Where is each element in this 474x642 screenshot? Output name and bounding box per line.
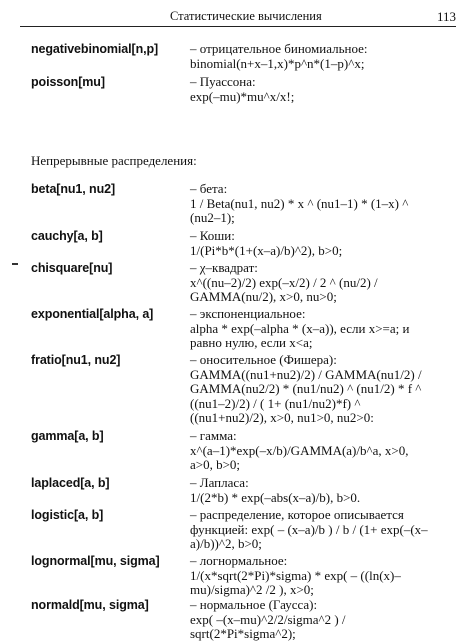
desc-line: 1/(Pi*b*(1+(x–a)/b)^2), b>0;: [190, 242, 343, 258]
function-name: exponential[alpha, a]: [31, 307, 154, 321]
function-description: [190, 353, 460, 426]
function-description: [190, 476, 460, 505]
function-name: poisson[mu]: [31, 75, 105, 89]
desc-line: – оносительное (Фишера):: [190, 352, 337, 367]
running-title: Статистические вычисления: [170, 9, 322, 23]
desc-line: – Лапласа:: [190, 475, 249, 490]
section-heading: Непрерывные распределения:: [31, 153, 197, 168]
function-name: cauchy[a, b]: [31, 229, 103, 243]
desc-line: функцией: exp( – (x–a)/b ) / b / (1+ exp(–(x–: [190, 521, 428, 537]
page-header: [20, 9, 456, 25]
desc-line: x^((nu–2)/2) exp(–x/2) / 2 ^ (nu/2) /: [190, 274, 378, 290]
function-name: fratio[nu1, nu2]: [31, 353, 121, 367]
desc-line: x^(a–1)*exp(–x/b)/GAMMA(a)/b^a, x>0,: [190, 442, 409, 458]
desc-line: (nu2–1);: [190, 210, 235, 226]
page-number: 113: [436, 9, 456, 24]
function-description: [190, 229, 460, 258]
desc-line: exp( –(x–mu)^2/2/sigma^2 ) /: [190, 611, 346, 627]
desc-line: GAMMA(nu/2), x>0, nu>0;: [190, 289, 337, 305]
function-name: normald[mu, sigma]: [31, 598, 149, 612]
desc-line: a)/b))^2, b>0;: [190, 536, 262, 552]
function-description: [190, 75, 460, 104]
function-name: chisquare[nu]: [31, 261, 113, 275]
desc-line: ((nu1–2)/2) / ( 1+ (nu1/nu2)*f) ^: [190, 395, 361, 411]
desc-line: GAMMA((nu1+nu2)/2) / GAMMA(nu1/2) /: [190, 366, 422, 382]
desc-line: GAMMA(nu2/2) * (nu1/nu2) ^ (nu1/2) * f ^: [190, 381, 422, 397]
function-description: [190, 261, 460, 305]
desc-line: – логнормальное:: [190, 553, 288, 568]
desc-line: – распределение, которое описывается: [190, 507, 404, 522]
desc-line: – бета:: [190, 181, 228, 196]
function-description: [190, 307, 460, 351]
desc-line: – отрицательное биномиальное:: [190, 41, 368, 56]
function-description: [190, 182, 460, 226]
function-name: lognormal[mu, sigma]: [31, 554, 160, 568]
desc-line: a>0, b>0;: [190, 457, 241, 473]
function-name: logistic[a, b]: [31, 508, 104, 522]
desc-line: exp(–mu)*mu^x/x!;: [190, 88, 295, 104]
desc-line: – Коши:: [190, 228, 235, 243]
desc-line: mu)/sigma)^2 /2 ), x>0;: [190, 582, 314, 598]
function-description: [190, 554, 460, 598]
desc-line: 1 / Beta(nu1, nu2) * x ^ (nu1–1) * (1–x) ^: [190, 195, 409, 211]
function-description: [190, 508, 460, 552]
desc-line: alpha * exp(–alpha * (x–a)), если x>=a; и: [190, 320, 410, 336]
desc-line: – χ–квадрат:: [190, 260, 258, 275]
function-description: [190, 598, 460, 642]
desc-line: 1/(x*sqrt(2*Pi)*sigma) * exp( – ((ln(x)–: [190, 567, 401, 583]
function-name: laplaced[a, b]: [31, 476, 110, 490]
desc-line: – экспоненциальное:: [190, 306, 306, 321]
function-description: [190, 429, 460, 473]
desc-line: – Пуассона:: [190, 74, 256, 89]
margin-mark: [12, 263, 18, 265]
desc-line: 1/(2*b) * exp(–abs(x–a)/b), b>0.: [190, 489, 361, 505]
desc-line: – нормальное (Гаусса):: [190, 597, 318, 612]
function-name: beta[nu1, nu2]: [31, 182, 116, 196]
desc-line: binomial(n+x–1,x)*p^n*(1–p)^x;: [190, 55, 365, 71]
function-name: negativebinomial[n,p]: [31, 42, 159, 56]
function-description: [190, 42, 460, 71]
header-rule: [20, 26, 456, 27]
desc-line: ((nu1+nu2)/2), x>0, nu1>0, nu2>0:: [190, 410, 374, 426]
desc-line: – гамма:: [190, 428, 237, 443]
function-name: gamma[a, b]: [31, 429, 104, 443]
desc-line: равно нулю, если x<a;: [190, 335, 313, 351]
desc-line: sqrt(2*Pi*sigma^2);: [190, 626, 296, 642]
